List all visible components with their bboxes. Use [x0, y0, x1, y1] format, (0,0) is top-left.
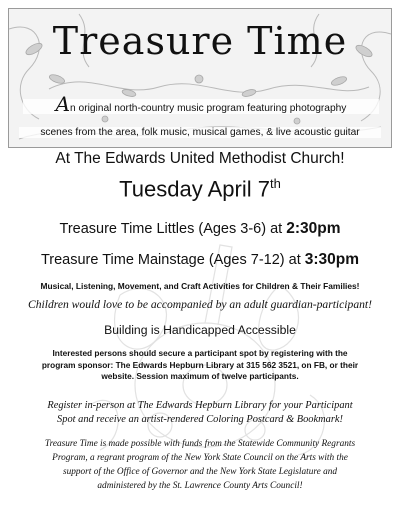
littles-session: Treasure Time Littles (Ages 3-6) at 2:30pm	[59, 220, 341, 237]
funding-paragraph: Treasure Time is made possible with funds from the Statewide Community Regrants Program, a regrant program of the New York State Council on the Arts with the support of the Office of Governor and the New York State Legislature and administered by the St. Lawrence County Arts Council!	[44, 439, 356, 491]
guardian-note: Children would love to be accompanied by an adult guardian-participant!	[27, 298, 372, 311]
banner-title: Treasure Time	[52, 19, 348, 63]
drop-cap: A	[55, 92, 71, 116]
header-banner	[8, 8, 392, 148]
inperson-paragraph: Register in-person at The Edwards Hepburn Library for your Participant Spot and receive an artist-rendered Coloring Postcard & Bookmark!	[47, 400, 353, 425]
mainstage-time: 3:30pm	[304, 251, 360, 268]
event-date: Tuesday April 7th	[119, 176, 281, 202]
mainstage-session: Treasure Time Mainstage (Ages 7-12) at 3:30pm	[40, 251, 360, 268]
tagline-line-2: scenes from the area, folk music, musical games, & live acoustic guitar	[19, 127, 381, 138]
activities-line: Musical, Listening, Movement, and Craft Activities for Children & Their Families!	[40, 281, 360, 291]
venue-heading: At The Edwards United Methodist Church!	[55, 150, 345, 167]
tagline-line-1: An original north-country music program featuring photography	[23, 99, 379, 114]
littles-time: 2:30pm	[286, 220, 341, 237]
accessibility-note: Building is Handicapped Accessible	[104, 323, 296, 337]
registration-paragraph: Interested persons should secure a participant spot by registering with the program sponsor: The Edwards Hepburn Library at 315 562 3521, on FB, or their website. Session maximum of twelve participants.	[41, 348, 359, 381]
